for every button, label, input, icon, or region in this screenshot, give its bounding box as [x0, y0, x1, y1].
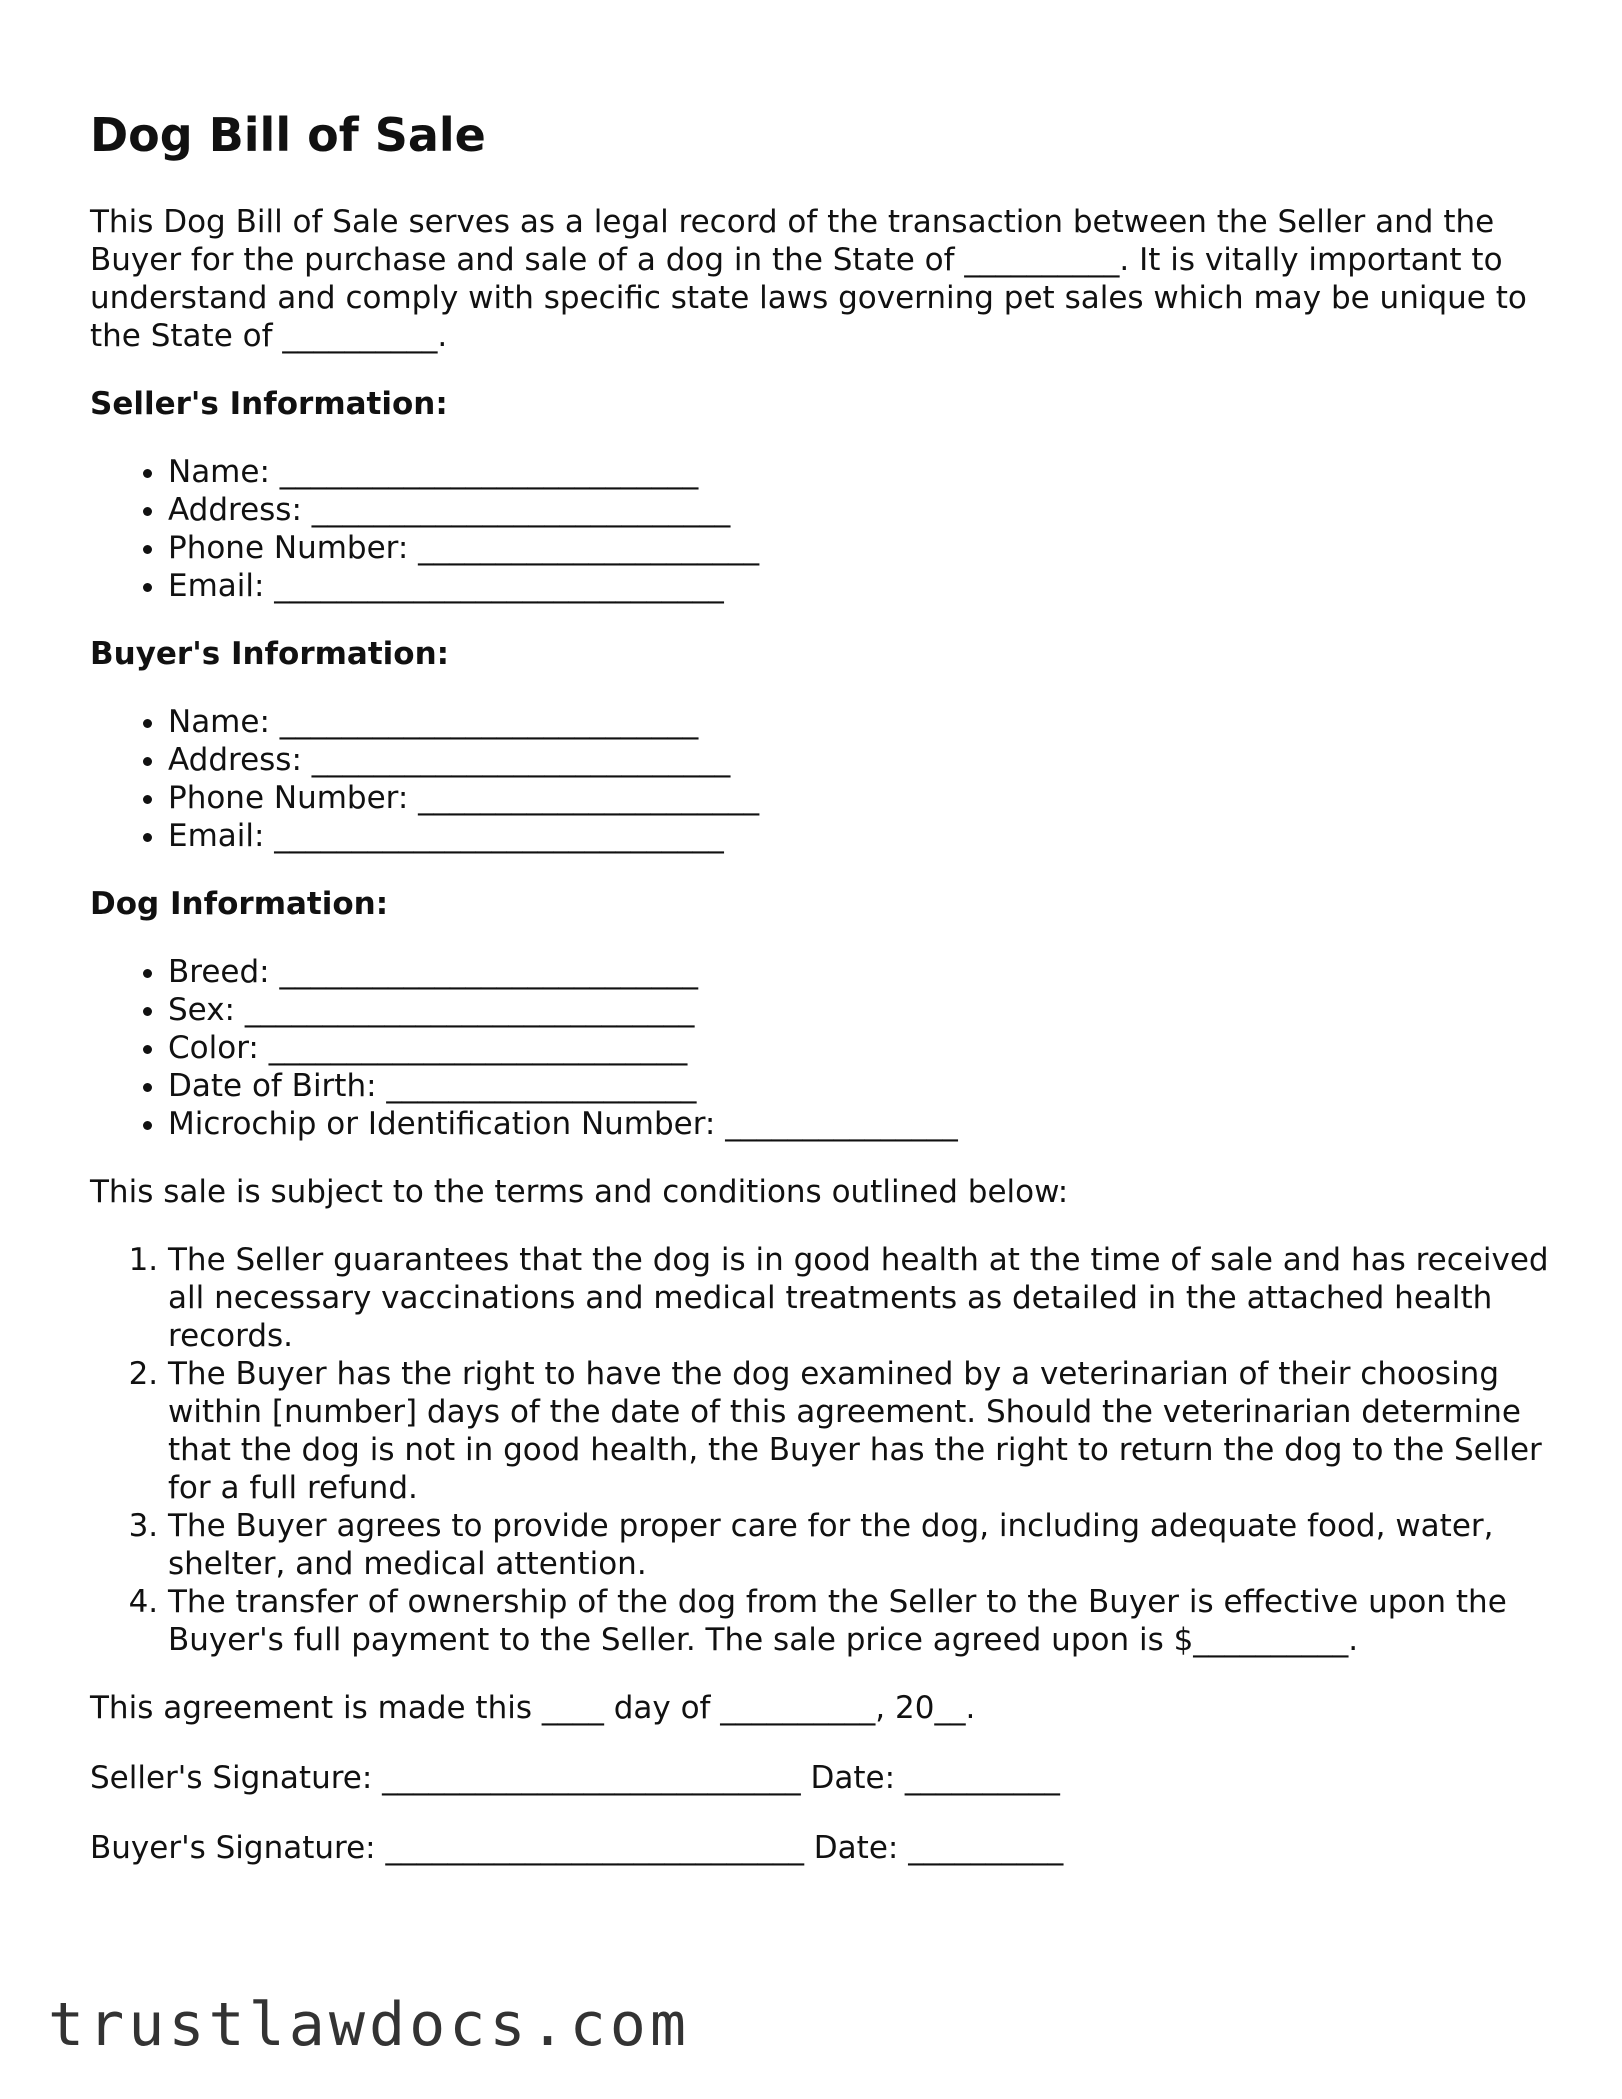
watermark-text: trustlawdocs.com: [48, 1990, 690, 2060]
buyer-heading: Buyer's Information:: [90, 636, 450, 673]
term-item: 4. The transfer of ownership of the dog from the Seller to the Buyer is effective upon the Buyer's full payment to the Seller. The sale price agreed upon is $__________.: [168, 1583, 1550, 1659]
term-item: 1. The Seller guarantees that the dog is in good health at the time of sale and has received all necessary vaccinations and medical treatments as detailed in the attached health records.: [168, 1241, 1550, 1355]
dog-sex-field: • Sex: _____________________________: [168, 991, 1550, 1029]
seller-fields: [90, 453, 1550, 605]
buyer-name-field: • Name: ___________________________: [168, 703, 1550, 741]
buyer-fields: [90, 703, 1550, 855]
seller-signature-line: Seller's Signature: ___________________________ Date: __________: [90, 1760, 1060, 1797]
buyer-signature-line: Buyer's Signature: ___________________________ Date: __________: [90, 1830, 1064, 1867]
buyer-email-field: • Email: _____________________________: [168, 817, 1550, 855]
dog-breed-field: • Breed: ___________________________: [168, 953, 1550, 991]
intro-paragraph: This Dog Bill of Sale serves as a legal record of the transaction between the Seller and the Buyer for the purchase and sale of a dog in the State of __________. It is vitally important to understand and comply with specific state laws governing pet sales which may be unique to the State of __________.: [90, 204, 1527, 355]
terms-intro: This sale is subject to the terms and conditions outlined below:: [90, 1174, 1069, 1211]
dog-heading: Dog Information:: [90, 886, 389, 923]
term-item: 2. The Buyer has the right to have the dog examined by a veterinarian of their choosing within [number] days of the date of this agreement. Should the veterinarian determine that the dog is not in good health, the Buyer has the right to return the dog to the Seller for a full refund.: [168, 1355, 1550, 1507]
dog-fields: [90, 953, 1550, 1143]
seller-phone-field: • Phone Number: ______________________: [168, 529, 1550, 567]
term-item: 3. The Buyer agrees to provide proper care for the dog, including adequate food, water, shelter, and medical attention.: [168, 1507, 1550, 1583]
seller-address-field: • Address: ___________________________: [168, 491, 1550, 529]
seller-name-field: • Name: ___________________________: [168, 453, 1550, 491]
document-title: Dog Bill of Sale: [90, 108, 486, 162]
terms-list: [90, 1241, 1550, 1659]
seller-heading: Seller's Information:: [90, 386, 448, 423]
document-page: [90, 108, 1550, 1899]
dog-color-field: • Color: ___________________________: [168, 1029, 1550, 1067]
buyer-phone-field: • Phone Number: ______________________: [168, 779, 1550, 817]
dog-dob-field: • Date of Birth: ____________________: [168, 1067, 1550, 1105]
agreement-date-line: This agreement is made this ____ day of __________, 20__.: [90, 1690, 976, 1727]
buyer-address-field: • Address: ___________________________: [168, 741, 1550, 779]
dog-microchip-field: • Microchip or Identification Number: _______________: [168, 1105, 1550, 1143]
seller-email-field: • Email: _____________________________: [168, 567, 1550, 605]
